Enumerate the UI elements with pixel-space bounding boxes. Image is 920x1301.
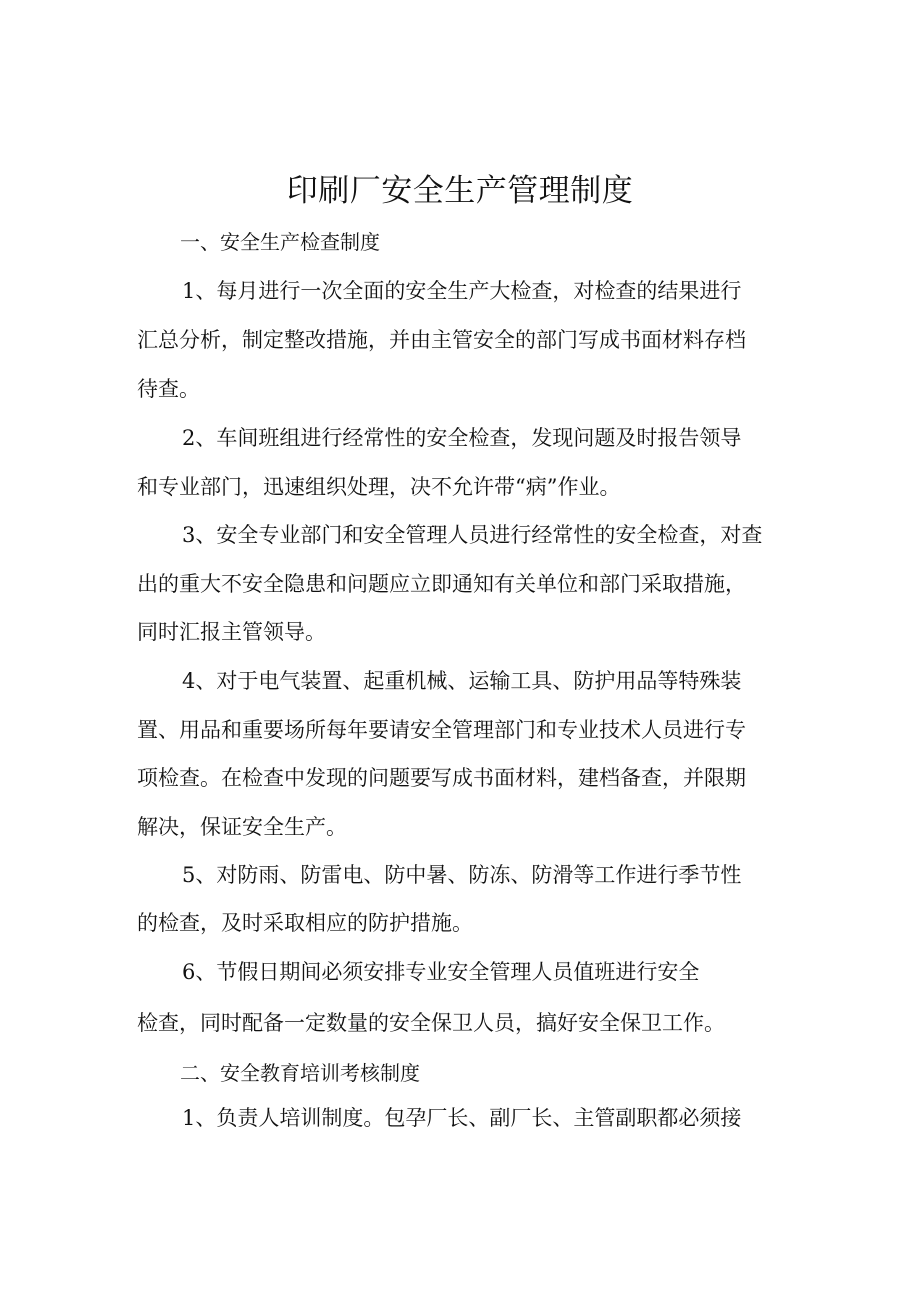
paragraph-line: 3、安全专业部门和安全管理人员进行经常性的安全检查，对查 [182, 523, 763, 547]
paragraph-line: 项检查。在检查中发现的问题要写成书面材料，建档备查，并限期 [137, 766, 746, 790]
paragraph-line: 同时汇报主管领导。 [137, 620, 326, 644]
paragraph-line: 解决，保证安全生产。 [137, 815, 347, 839]
paragraph-line: 1、负责人培训制度。包孕厂长、副厂长、主管副职都必须接 [182, 1106, 742, 1130]
section-heading: 一、安全生产检查制度 [180, 230, 380, 254]
paragraph-line: 检查，同时配备一定数量的安全保卫人员，搞好安全保卫工作。 [137, 1011, 725, 1035]
document-title: 印刷厂安全生产管理制度 [286, 173, 634, 209]
paragraph-line: 6、节假日期间必须安排专业安全管理人员值班进行安全 [182, 960, 700, 984]
paragraph-line: 4、对于电气装置、起重机械、运输工具、防护用品等特殊装 [182, 669, 742, 693]
paragraph-line: 置、用品和重要场所每年要请安全管理部门和专业技术人员进行专 [137, 718, 746, 742]
paragraph-line: 的检查，及时采取相应的防护措施。 [137, 911, 473, 935]
paragraph-line: 2、车间班组进行经常性的安全检查，发现问题及时报告领导 [182, 426, 742, 450]
paragraph-line: 和专业部门，迅速组织处理，决不允许带“病”作业。 [137, 475, 621, 499]
paragraph-line: 1、每月进行一次全面的安全生产大检查，对检查的结果进行 [182, 279, 742, 303]
paragraph-line: 出的重大不安全隐患和问题应立即通知有关单位和部门采取措施， [137, 572, 746, 596]
paragraph-line: 待查。 [137, 377, 200, 401]
section-heading: 二、安全教育培训考核制度 [180, 1061, 420, 1085]
paragraph-line: 汇总分析，制定整改措施，并由主管安全的部门写成书面材料存档 [137, 328, 746, 352]
paragraph-line: 5、对防雨、防雷电、防中暑、防冻、防滑等工作进行季节性 [182, 863, 742, 887]
